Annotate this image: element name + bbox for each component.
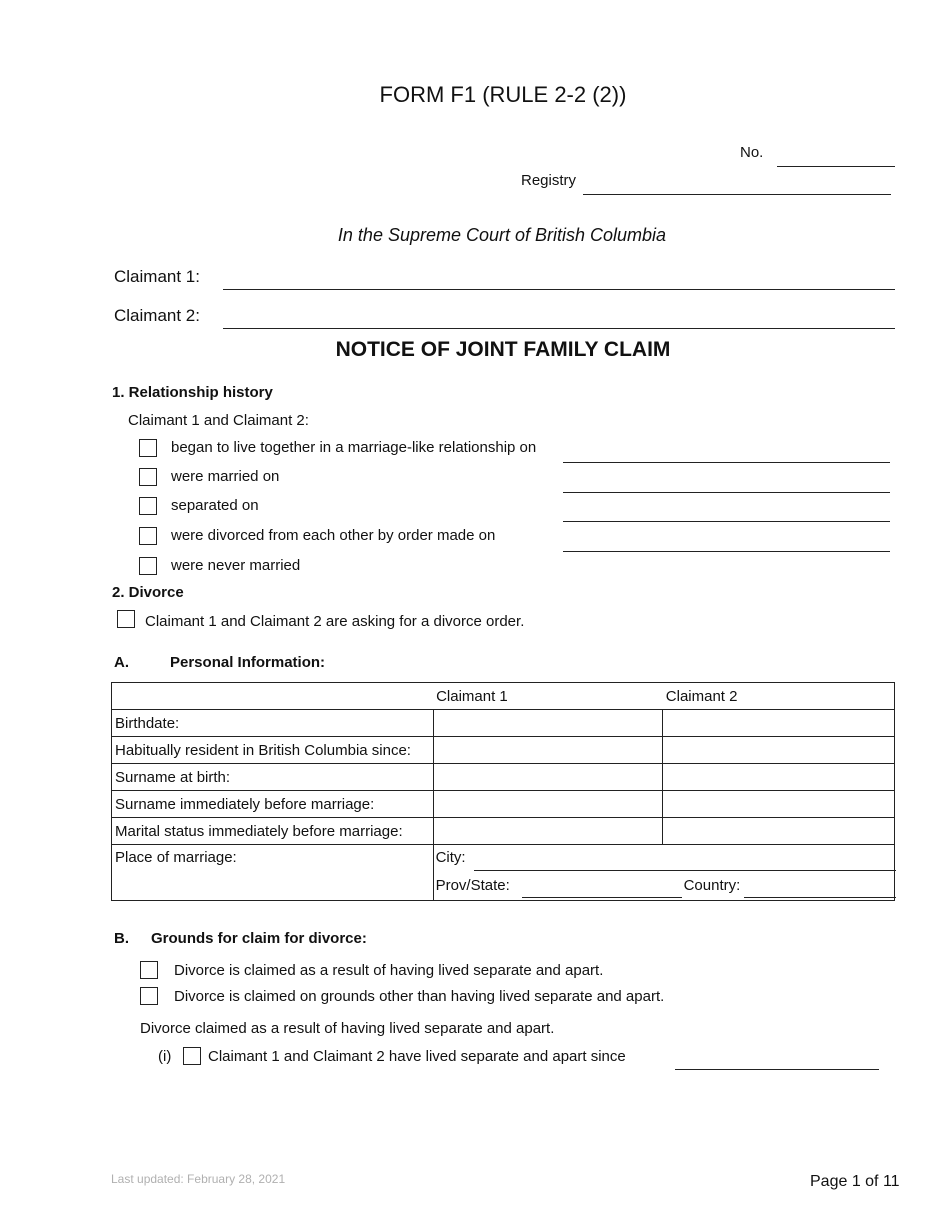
claimant2-field[interactable] <box>223 328 895 329</box>
table-header-blank <box>112 683 434 710</box>
claimant1-birthdate-cell[interactable] <box>433 710 663 737</box>
table-row <box>112 737 895 764</box>
claimant2-surname-before-marriage-cell[interactable] <box>663 791 895 818</box>
claimant2-resident-since-cell[interactable] <box>663 737 895 764</box>
divorced-date-field[interactable] <box>563 551 890 552</box>
separated-date-field[interactable] <box>563 521 890 522</box>
court-name: In the Supreme Court of British Columbia <box>337 225 667 245</box>
column-header-claimant1: Claimant 1 <box>433 683 663 710</box>
claimant1-surname-birth-cell[interactable] <box>433 764 663 791</box>
separate-apart-checkbox[interactable] <box>140 961 158 979</box>
other-grounds-checkbox[interactable] <box>140 987 158 1005</box>
option-label: Divorce is claimed as a result of having lived separate and apart. <box>174 962 604 979</box>
row-label: Birthdate: <box>112 710 434 737</box>
divorce-order-checkbox[interactable] <box>117 610 135 628</box>
table-row <box>112 791 895 818</box>
claimant1-resident-since-cell[interactable] <box>433 737 663 764</box>
form-title: FORM F1 (RULE 2-2 (2)) <box>379 82 627 107</box>
last-updated: Last updated: February 28, 2021 <box>111 1172 286 1186</box>
notice-title: NOTICE OF JOINT FAMILY CLAIM <box>335 338 671 361</box>
option-label: began to live together in a marriage-like relationship on <box>171 439 537 456</box>
claimant1-label: Claimant 1: <box>114 267 200 286</box>
row-label: Surname at birth: <box>112 764 434 791</box>
claimant2-birthdate-cell[interactable] <box>663 710 895 737</box>
section2-heading: 2. Divorce <box>112 584 184 601</box>
claimant2-marital-status-cell[interactable] <box>663 818 895 845</box>
file-number-label: No. <box>740 144 764 161</box>
option-label: separated on <box>171 497 259 514</box>
registry-field[interactable] <box>583 194 891 195</box>
row-label: Surname immediately before marriage: <box>112 791 434 818</box>
item-i-number: (i) <box>158 1048 172 1065</box>
place-of-marriage-cell <box>433 845 894 901</box>
never-married-checkbox[interactable] <box>139 557 157 575</box>
separate-since-label: Claimant 1 and Claimant 2 have lived separate and apart since <box>208 1048 626 1065</box>
country-field[interactable] <box>744 897 896 898</box>
city-label: City: <box>435 849 466 866</box>
row-label: Marital status immediately before marriage: <box>112 818 434 845</box>
prov-state-label: Prov/State: <box>435 877 510 894</box>
option-label: were divorced from each other by order made on <box>171 527 496 544</box>
column-header-claimant2: Claimant 2 <box>663 683 895 710</box>
claimant1-field[interactable] <box>223 289 895 290</box>
option-label: were never married <box>171 557 301 574</box>
table-row <box>112 764 895 791</box>
option-label: were married on <box>171 468 280 485</box>
claimant2-label: Claimant 2: <box>114 306 200 325</box>
claimant1-marital-status-cell[interactable] <box>433 818 663 845</box>
row-label: Habitually resident in British Columbia since: <box>112 737 434 764</box>
married-date-field[interactable] <box>563 492 890 493</box>
personal-information-table <box>111 682 895 901</box>
claimant1-surname-before-marriage-cell[interactable] <box>433 791 663 818</box>
section-b-letter: B. <box>114 930 129 947</box>
began-living-together-date-field[interactable] <box>563 462 890 463</box>
section-a-letter: A. <box>114 654 129 671</box>
section-b-heading: Grounds for claim for divorce: <box>151 930 367 947</box>
separate-apart-intro: Divorce claimed as a result of having lived separate and apart. <box>140 1020 555 1037</box>
place-of-marriage-label: Place of marriage: <box>112 845 434 901</box>
table-row <box>112 818 895 845</box>
separate-since-checkbox[interactable] <box>183 1047 201 1065</box>
registry-label: Registry <box>521 172 577 189</box>
section1-intro: Claimant 1 and Claimant 2: <box>128 412 309 429</box>
section1-heading: 1. Relationship history <box>112 384 273 401</box>
table-header-row <box>112 683 895 710</box>
city-field[interactable] <box>474 870 896 871</box>
file-number-field[interactable] <box>777 166 895 167</box>
place-of-marriage-row <box>112 845 895 901</box>
section-a-heading: Personal Information: <box>170 654 326 671</box>
began-living-together-checkbox[interactable] <box>139 439 157 457</box>
divorce-order-label: Claimant 1 and Claimant 2 are asking for a divorce order. <box>145 613 525 630</box>
claimant2-surname-birth-cell[interactable] <box>663 764 895 791</box>
prov-state-field[interactable] <box>522 897 682 898</box>
married-checkbox[interactable] <box>139 468 157 486</box>
divorced-checkbox[interactable] <box>139 527 157 545</box>
table-row <box>112 710 895 737</box>
page-number: Page 1 of 11 <box>810 1173 900 1190</box>
separate-since-date-field[interactable] <box>675 1069 879 1070</box>
country-label: Country: <box>683 877 741 894</box>
option-label: Divorce is claimed on grounds other than having lived separate and apart. <box>174 988 665 1005</box>
separated-checkbox[interactable] <box>139 497 157 515</box>
